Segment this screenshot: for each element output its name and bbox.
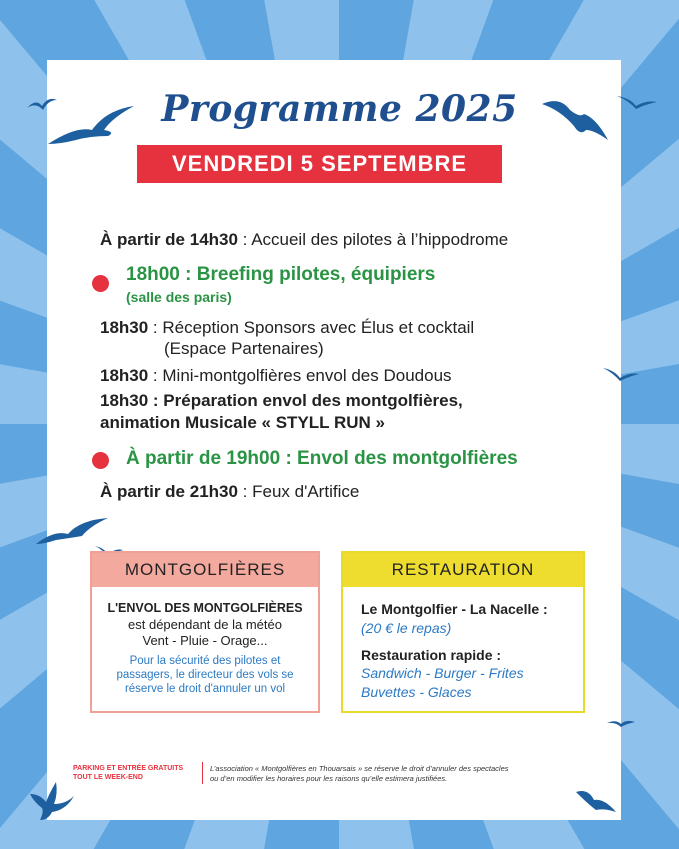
montgolfieres-note: passagers, le directeur des vols se — [116, 669, 294, 681]
bullet-dot — [92, 275, 109, 292]
montgolfieres-note: Pour la sécurité des pilotes et — [129, 655, 281, 667]
montgolfieres-heading: MONTGOLFIÈRES — [92, 553, 318, 587]
schedule-highlight: 18h00 : Breefing pilotes, équipiers — [126, 264, 436, 285]
footer-disclaimer-line: ou d’en modifier les horaires pour les raisons qu’elle estimera justifiées. — [210, 774, 448, 783]
montgolfieres-line: Vent - Pluie - Orage... — [142, 633, 268, 648]
montgolfieres-box — [90, 551, 320, 713]
schedule-item: À partir de 21h30 : Feux d'Artifice — [100, 482, 360, 501]
schedule-item: 18h30 : Préparation envol des montgolfières, — [100, 391, 463, 410]
footer-parking-line: TOUT LE WEEK-END — [73, 774, 143, 781]
bullet-dot — [92, 452, 109, 469]
montgolfieres-note: réserve le droit d'annuler un vol — [124, 683, 286, 695]
schedule-item: À partir de 14h30 : Accueil des pilotes à l’hippodrome — [100, 230, 509, 249]
footer-parking-line: PARKING ET ENTRÉE GRATUITS — [73, 765, 184, 772]
restauration-menu: Sandwich - Burger - Frites — [361, 665, 524, 681]
schedule-item: animation Musicale « STYLL RUN » — [100, 413, 385, 432]
seagull-icon — [574, 786, 618, 816]
footer-divider — [202, 762, 203, 784]
day-banner: VENDREDI 5 SEPTEMBRE — [137, 145, 502, 183]
seagull-icon — [26, 772, 76, 822]
restauration-line: Le Montgolfier - La Nacelle : — [361, 601, 548, 617]
seagull-icon — [34, 516, 110, 546]
schedule-item: 18h30 : Mini-montgolfières envol des Doudous — [100, 366, 452, 385]
restauration-price: (20 € le repas) — [361, 620, 452, 636]
restauration-line: Restauration rapide : — [361, 647, 502, 663]
footer-parking — [73, 764, 183, 782]
footer-disclaimer — [210, 764, 509, 784]
restauration-menu: Buvettes - Glaces — [361, 684, 472, 700]
schedule-highlight-sub: (salle des paris) — [126, 289, 232, 305]
seagull-icon — [602, 366, 640, 382]
page-title: Programme 2025 — [161, 88, 518, 130]
schedule-item-detail: (Espace Partenaires) — [164, 339, 324, 358]
schedule-highlight: À partir de 19h00 : Envol des montgolfières — [126, 448, 518, 469]
seagull-icon — [606, 718, 636, 728]
montgolfieres-line: est dépendant de la météo — [128, 617, 282, 632]
footer-disclaimer-line: L’association « Montgolfières en Thouarsais » se réserve le droit d’annuler des spectacles — [210, 764, 509, 773]
montgolfieres-line: L'ENVOL DES MONTGOLFIÈRES — [107, 601, 303, 615]
restauration-box — [341, 551, 585, 713]
restauration-heading: RESTAURATION — [343, 553, 583, 587]
schedule-item: 18h30 : Réception Sponsors avec Élus et cocktail — [100, 318, 475, 337]
